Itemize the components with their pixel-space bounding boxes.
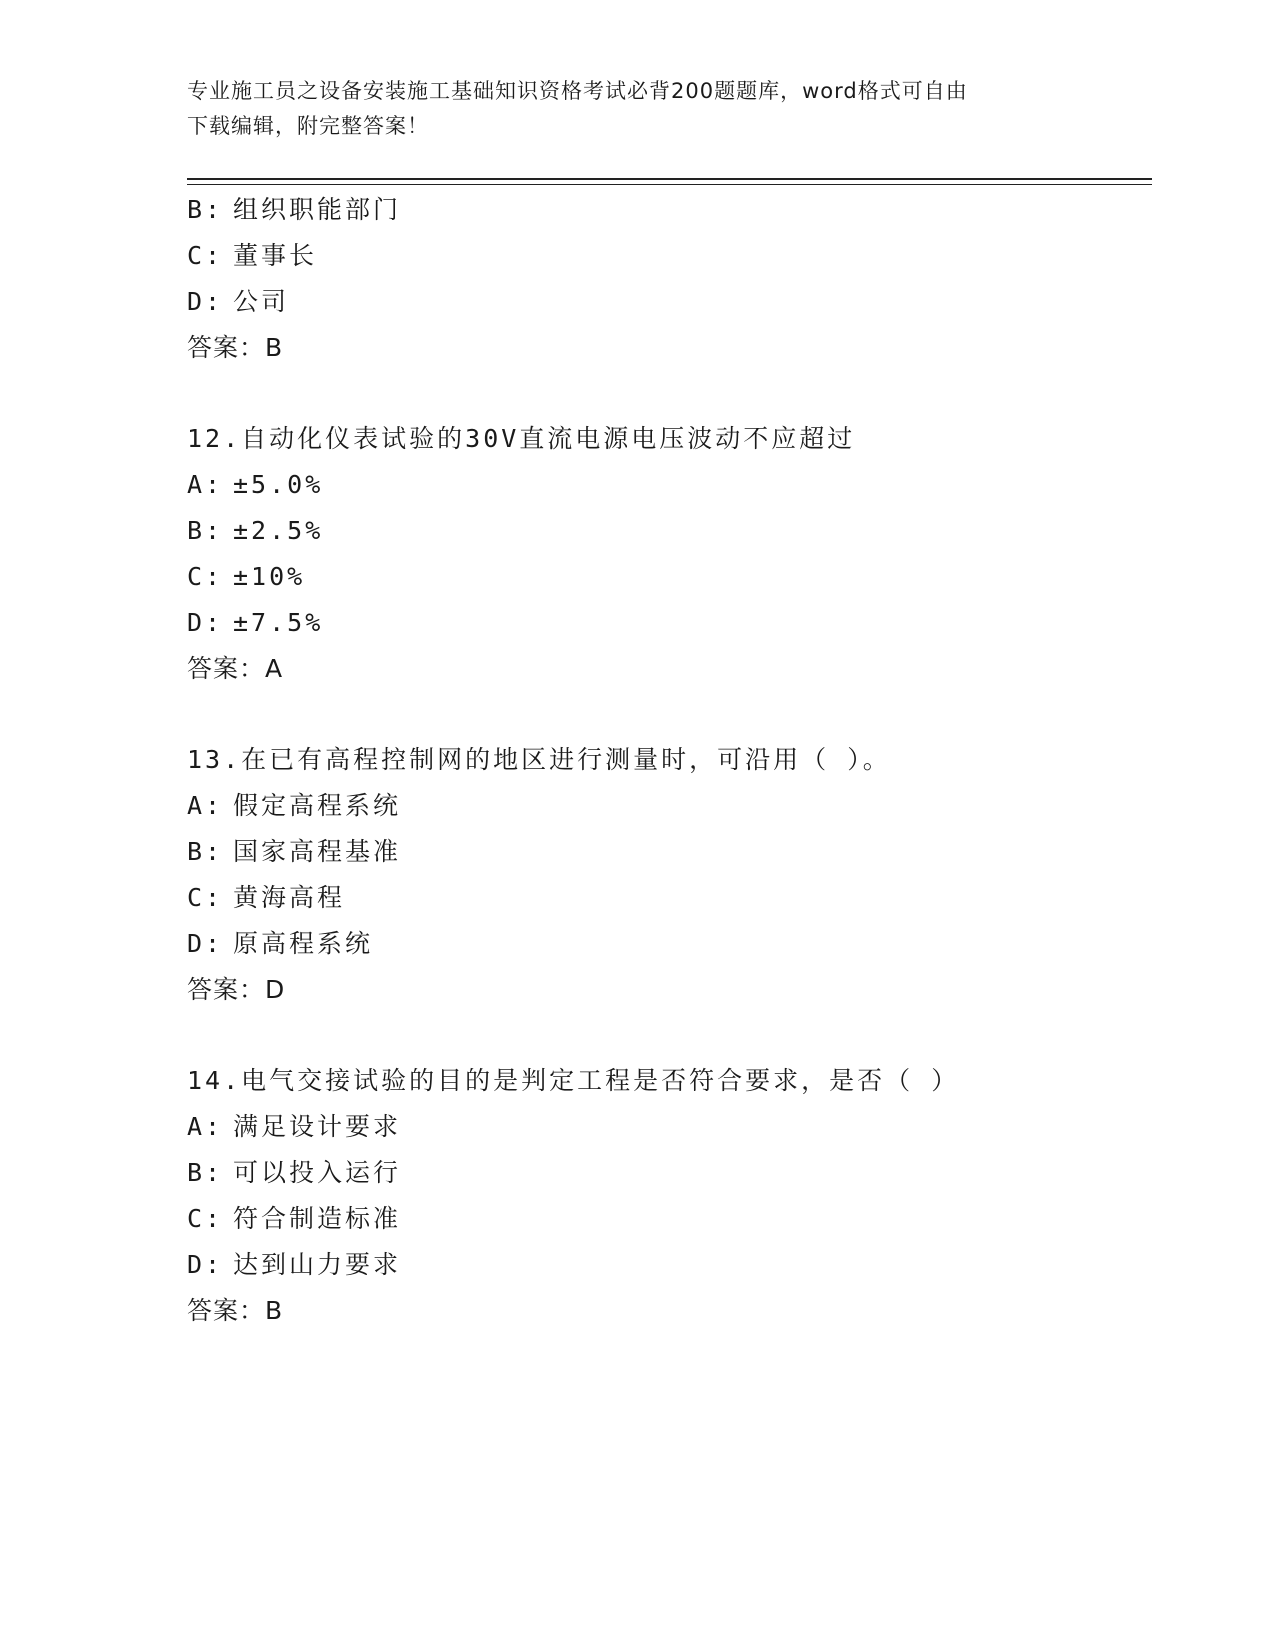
option-text: 符合制造标准 <box>233 1204 402 1233</box>
option-label: B: <box>187 516 224 545</box>
option-label: B: <box>187 1158 224 1187</box>
option-label: C: <box>187 241 224 270</box>
option-label: B: <box>187 195 224 224</box>
option-d <box>187 600 1152 646</box>
option-b <box>187 187 1152 233</box>
option-a <box>187 1104 1152 1150</box>
option-label: D: <box>187 929 224 958</box>
option-text: ±2.5% <box>233 516 324 545</box>
option-label: D: <box>187 287 224 316</box>
header-line-2: 下载编辑，附完整答案！ <box>187 114 429 138</box>
answer: 答案：D <box>187 975 286 1004</box>
option-label: A: <box>187 1112 224 1141</box>
question-block-12 <box>187 416 1152 692</box>
option-b <box>187 1150 1152 1196</box>
document-header <box>187 74 1087 144</box>
option-c <box>187 554 1152 600</box>
answer: 答案：A <box>187 654 284 683</box>
option-c <box>187 875 1152 921</box>
header-line-1: 专业施工员之设备安装施工基础知识资格考试必背200题题库，word格式可自由 <box>187 79 968 103</box>
option-label: C: <box>187 883 224 912</box>
option-text: 国家高程基准 <box>233 837 402 866</box>
header-divider-thin <box>187 184 1152 185</box>
option-label: B: <box>187 837 224 866</box>
option-text: 董事长 <box>233 241 318 270</box>
option-text: 公司 <box>233 287 290 316</box>
option-label: D: <box>187 608 224 637</box>
option-text: 黄海高程 <box>233 883 346 912</box>
question-text: 14.电气交接试验的目的是判定工程是否符合要求，是否（ ） <box>187 1066 960 1095</box>
option-text: 假定高程系统 <box>233 791 402 820</box>
option-d <box>187 279 1152 325</box>
question-block-14 <box>187 1058 1152 1334</box>
option-text: 满足设计要求 <box>233 1112 402 1141</box>
option-b <box>187 829 1152 875</box>
option-label: C: <box>187 1204 224 1233</box>
question-list <box>187 187 1152 1334</box>
option-d <box>187 921 1152 967</box>
option-label: A: <box>187 470 224 499</box>
answer: 答案：B <box>187 1296 284 1325</box>
option-d <box>187 1242 1152 1288</box>
option-a <box>187 462 1152 508</box>
option-label: C: <box>187 562 224 591</box>
question-text: 13.在已有高程控制网的地区进行测量时，可沿用（ ）。 <box>187 745 891 774</box>
option-text: 达到山力要求 <box>233 1250 402 1279</box>
option-text: ±10% <box>233 562 306 591</box>
option-b <box>187 508 1152 554</box>
option-text: 原高程系统 <box>233 929 374 958</box>
question-block-13 <box>187 737 1152 1013</box>
option-text: ±5.0% <box>233 470 324 499</box>
option-c <box>187 1196 1152 1242</box>
option-a <box>187 783 1152 829</box>
header-divider-thick <box>187 178 1152 180</box>
option-label: D: <box>187 1250 224 1279</box>
question-block-11 <box>187 187 1152 371</box>
option-label: A: <box>187 791 224 820</box>
option-c <box>187 233 1152 279</box>
option-text: 组织职能部门 <box>233 195 402 224</box>
option-text: 可以投入运行 <box>233 1158 402 1187</box>
question-text: 12.自动化仪表试验的30V直流电源电压波动不应超过 <box>187 424 856 453</box>
answer: 答案：B <box>187 333 284 362</box>
option-text: ±7.5% <box>233 608 324 637</box>
